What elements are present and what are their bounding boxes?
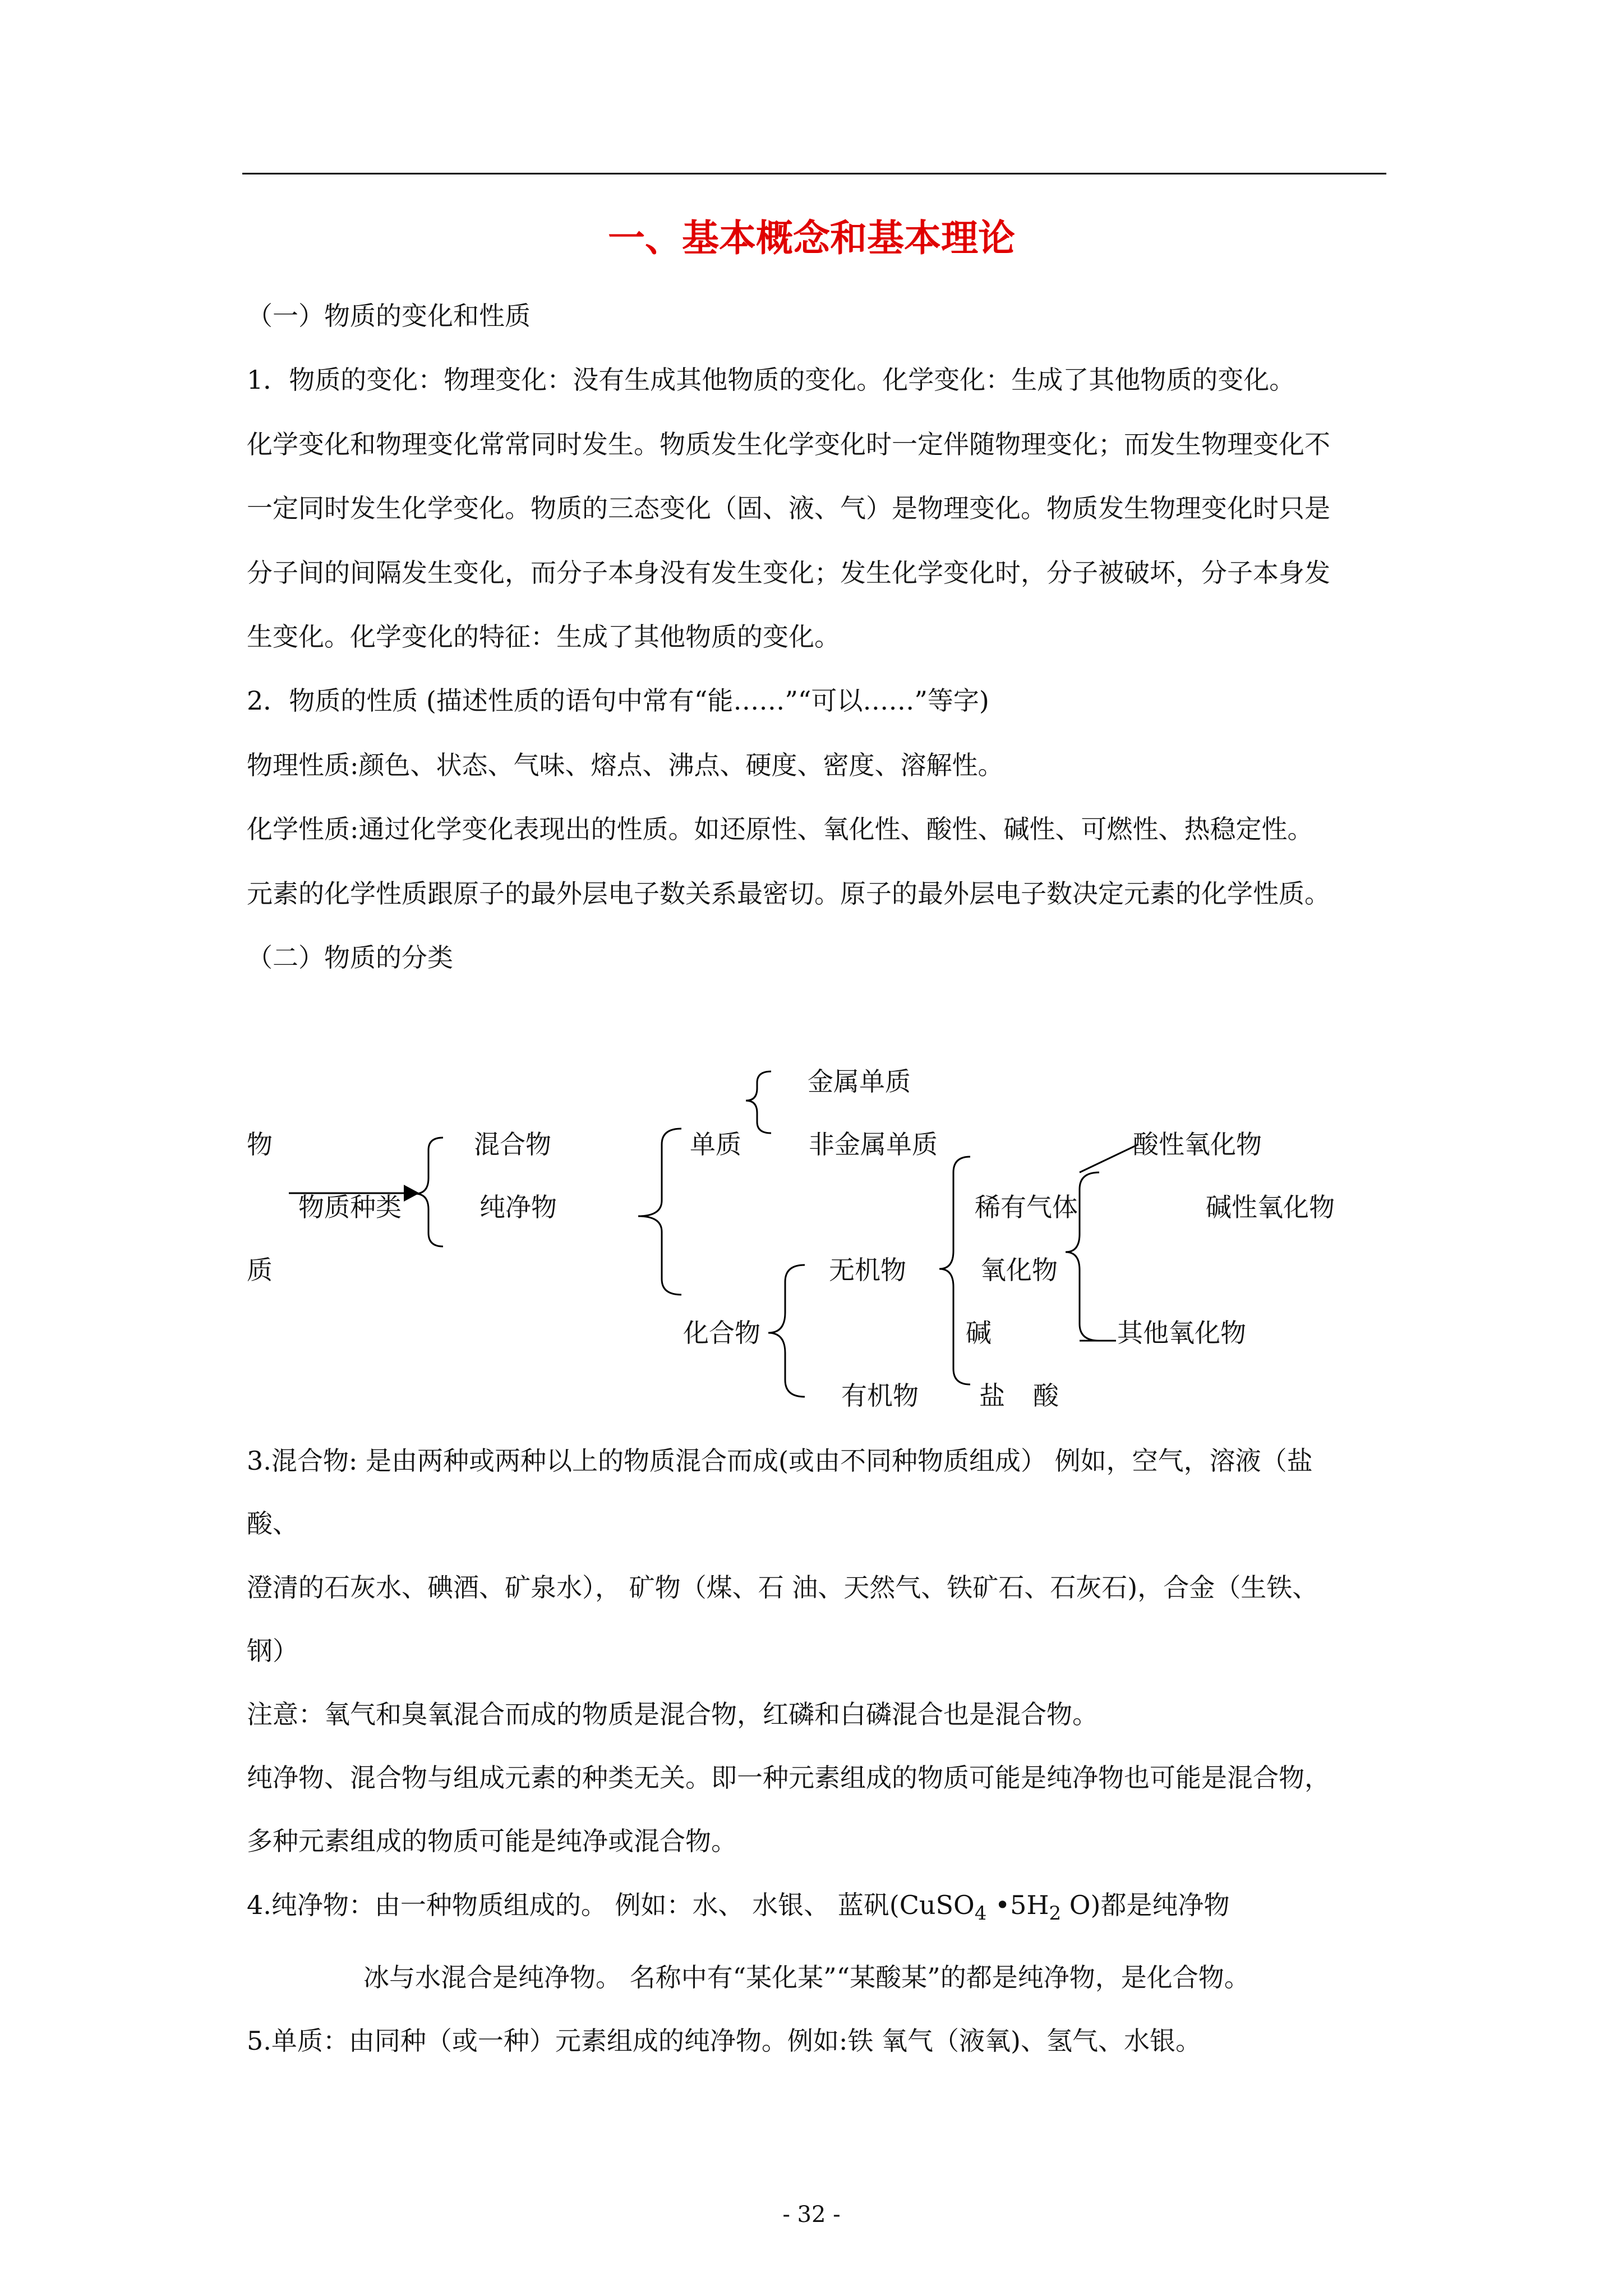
brace-metal-nonmetal (746, 1071, 771, 1133)
paragraph-line: 元素的化学性质跟原子的最外层电子数关系最密切。原子的最外层电子数决定元素的化学性质。 (247, 878, 1330, 909)
text-run: •5H (986, 1890, 1049, 1920)
paragraph-line: 分子间的间隔发生变化，而分子本身没有发生变化；发生化学变化时，分子被破坏，分子本身发 (247, 558, 1330, 588)
paragraph-line-indented: 冰与水混合是纯净物。 名称中有“某化某”“某酸某”的都是纯净物，是化合物。 (363, 1962, 1250, 1993)
label-pure: 纯净物 (479, 1192, 557, 1222)
text-run: 4.纯净物：由一种物质组成的。 例如：水、 水银、 蓝矾(CuSO (247, 1890, 975, 1920)
text-run: O)都是纯净物 (1061, 1890, 1230, 1920)
paragraph-line: 化学变化和物理变化常常同时发生。物质发生化学变化时一定伴随物理变化；而发生物理变化不 (247, 429, 1330, 459)
label-mixture: 混合物 (474, 1129, 551, 1159)
label-organic: 有机物 (841, 1381, 919, 1411)
label-wu: 物 (247, 1129, 273, 1159)
label-oxide: 氧化物 (980, 1255, 1058, 1285)
label-zhi: 质 (247, 1255, 273, 1285)
page-title: 一、基本概念和基本理论 (608, 217, 1015, 260)
label-other-oxide: 其他氧化物 (1117, 1318, 1246, 1348)
label-salt: 盐 (979, 1381, 1005, 1411)
paragraph-line: 钢） (247, 1636, 298, 1666)
label-nonmetal-element: 非金属单质 (809, 1129, 938, 1159)
brace-mixture-pure (415, 1138, 443, 1246)
section-heading-2: （二）物质的分类 (247, 942, 453, 973)
paragraph-line: 多种元素组成的物质可能是纯净或混合物。 (247, 1826, 737, 1856)
paragraph-line: 一定同时发生化学变化。物质的三态变化（固、液、气）是物理变化。物质发生物理变化时只是 (247, 493, 1330, 523)
paragraph-line: 化学性质:通过化学变化表现出的性质。如还原性、氧化性、酸性、碱性、可燃性、热稳定性。 (247, 814, 1313, 844)
paragraph-line: 酸、 (247, 1508, 298, 1539)
section-heading-1: （一）物质的变化和性质 (247, 301, 531, 331)
brace-inorganic-organic (768, 1265, 805, 1397)
label-metal-element: 金属单质 (808, 1066, 911, 1097)
paragraph-line: 注意：氧气和臭氧混合而成的物质是混合物，红磷和白磷混合也是混合物。 (247, 1699, 1098, 1729)
page-number: - 32 - (782, 2202, 841, 2228)
label-basic-oxide: 碱性氧化物 (1206, 1192, 1335, 1222)
label-element-substance: 单质 (690, 1129, 741, 1159)
paragraph-line: 2．物质的性质 (描述性质的语句中常有“能……”“可以……”等字) (247, 685, 989, 716)
label-compound: 化合物 (683, 1318, 760, 1348)
label-inorganic: 无机物 (829, 1255, 906, 1285)
paragraph-line: 5.单质：由同种（或一种）元素组成的纯净物。例如:铁 氧气（液氧)、氢气、水银。 (247, 2026, 1201, 2056)
paragraph-line-formula (247, 1888, 1229, 1930)
label-acid: 酸 (1033, 1381, 1059, 1411)
paragraph-line: 3.混合物: 是由两种或两种以上的物质混合而成(或由不同种物质组成） 例如，空气，溶液（盐 (247, 1446, 1313, 1476)
label-noble-gas: 稀有气体 (975, 1192, 1078, 1222)
subscript: 2 (1049, 1902, 1062, 1925)
label-base: 碱 (966, 1318, 992, 1348)
paragraph-line: 1．物质的变化：物理变化：没有生成其他物质的变化。化学变化：生成了其他物质的变化。 (247, 365, 1295, 395)
arrow-head-icon (404, 1185, 419, 1202)
paragraph-line: 物理性质:颜色、状态、气味、熔点、沸点、硬度、密度、溶解性。 (247, 750, 1004, 780)
paragraph-line: 澄清的石灰水、碘酒、矿泉水）， 矿物（煤、石 油、天然气、铁矿石、石灰石)，合金（生铁、 (247, 1572, 1318, 1603)
paragraph-line: 纯净物、混合物与组成元素的种类无关。即一种元素组成的物质可能是纯净物也可能是混合物， (247, 1763, 1330, 1793)
paragraph-line: 生变化。化学变化的特征：生成了其他物质的变化。 (247, 622, 840, 652)
brace-inorganic-classes (939, 1157, 970, 1384)
subscript: 4 (974, 1902, 987, 1925)
connector-acidic (1080, 1144, 1138, 1172)
brace-element-compound (638, 1129, 681, 1295)
label-acidic-oxide: 酸性氧化物 (1133, 1129, 1262, 1159)
label-kind: 物质种类 (298, 1192, 402, 1222)
